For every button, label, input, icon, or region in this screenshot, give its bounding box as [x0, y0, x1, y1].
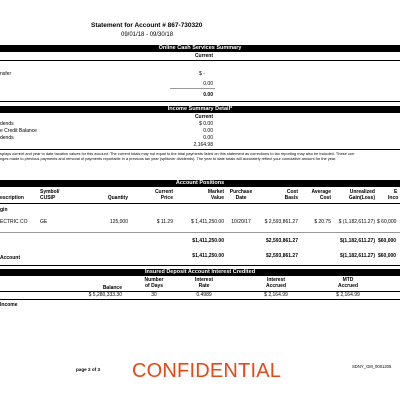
- col-avg-cost: Cost: [319, 195, 331, 201]
- col-mtd: MTD: [342, 277, 354, 283]
- account-total-unrealized: $(1,182,611.27): [339, 253, 375, 259]
- income-footer-label: Income: [0, 302, 18, 308]
- subtotal-cost-basis: $2,593,861.27: [266, 238, 298, 244]
- col-value: Value: [210, 195, 224, 201]
- positions-bottom-rule: [0, 265, 400, 266]
- position-symbol: GE: [40, 219, 48, 225]
- positions-section-label: gin: [0, 207, 8, 213]
- position-unrealized: $ (1,182,611.27): [338, 219, 375, 225]
- col-accrued: Accrued: [265, 283, 286, 289]
- position-income: $ 60,000: [377, 219, 397, 225]
- income-col-current: Current: [194, 114, 213, 120]
- positions-row-rule: [0, 232, 400, 233]
- col-cusip: CUSIP: [40, 195, 56, 201]
- income-row-value: 0.00: [203, 135, 213, 141]
- insured-days: 30: [151, 292, 157, 298]
- col-income: Inco: [388, 195, 399, 201]
- income-summary-bar: Income Summary Detail*: [0, 106, 400, 113]
- income-row-label: e Credit Balance: [0, 128, 37, 134]
- cash-col-current: Current: [194, 53, 213, 59]
- col-price: Price: [160, 195, 173, 201]
- positions-header-rule: [0, 203, 400, 204]
- col-unrealized: Unrealized: [349, 189, 375, 195]
- col-interest-2: Interest: [266, 277, 286, 283]
- col-market: Market: [207, 189, 224, 195]
- income-row-label: dends: [0, 121, 14, 127]
- col-rate: Rate: [198, 283, 210, 289]
- col-average: Average: [311, 189, 331, 195]
- col-est: E: [394, 189, 398, 195]
- insured-bottom-rule: [0, 299, 400, 300]
- account-total-market-value: $1,411,250.00: [192, 253, 224, 259]
- income-row-label: dends: [0, 135, 14, 141]
- col-accrued-2: Accrued: [337, 283, 358, 289]
- position-market-value: $ 1,411,250.00: [191, 219, 224, 225]
- cash-row-value: $ -: [199, 71, 205, 77]
- cash-total: 0.00: [203, 92, 213, 98]
- cash-header-rule: [0, 60, 400, 61]
- page-number: page 2 of 3: [76, 367, 100, 372]
- confidential-stamp: CONFIDENTIAL: [132, 360, 282, 382]
- insured-deposit-bar: Insured Deposit Account Interest Credited: [0, 269, 400, 276]
- income-total: 2,164.98: [193, 142, 213, 148]
- cash-total-rule: [170, 88, 215, 89]
- position-quantity: 125,000: [109, 219, 128, 225]
- insured-mtd-accrued: $ 2,164.99: [336, 292, 360, 298]
- income-note-line1: splays current and year to date taxation values for this account. The current totals may not equal to the total payments listed on this statement as corrections to tax reporting may also be included. These corr: [0, 152, 355, 156]
- col-number: Number: [144, 277, 164, 283]
- col-gain-loss: Gain(Loss): [348, 195, 375, 201]
- insured-balance: $ 5,280,333.30: [88, 292, 122, 298]
- subtotal-market-value: $1,411,250.00: [192, 238, 224, 244]
- account-positions-bar: Account Positions: [0, 180, 400, 187]
- col-basis: Basis: [284, 195, 298, 201]
- statement-title: Statement for Account # 867-730320: [91, 22, 203, 29]
- insured-interest-accrued: $ 2,164.99: [264, 292, 288, 298]
- col-cost: Cost: [286, 189, 298, 195]
- col-balance: Balance: [102, 285, 122, 291]
- statement-period: 09/01/18 - 09/30/18: [121, 32, 174, 38]
- col-symbol: Symbol/: [40, 189, 60, 195]
- cash-row-value: 0.00: [203, 81, 213, 87]
- col-of-days: of Days: [144, 283, 164, 289]
- income-bottom-rule: [0, 149, 400, 150]
- insured-rate: 0.4989: [196, 292, 212, 298]
- cash-row-label: nsfer: [0, 71, 12, 77]
- income-row-value: $ 0.00: [199, 121, 213, 127]
- col-interest: Interest: [194, 277, 214, 283]
- position-description: ECTRIC CO: [0, 219, 28, 225]
- account-total-income: $60,000: [378, 253, 397, 259]
- subtotal-unrealized: $(1,182,611.27): [339, 238, 375, 244]
- account-total-label: Account: [0, 255, 20, 261]
- cash-bottom-rule: [0, 101, 400, 102]
- position-average-cost: $ 20.75: [314, 219, 331, 225]
- col-current: Current: [154, 189, 173, 195]
- position-purchase-date: 10/20/17: [231, 219, 251, 225]
- col-purchase: Purchase: [229, 189, 253, 195]
- income-row-value: 0.00: [203, 128, 213, 134]
- col-description: escription: [0, 195, 24, 201]
- position-cost-basis: $ 2,593,861.27: [264, 219, 298, 225]
- position-price: $ 11.29: [156, 219, 173, 225]
- cash-services-bar: Online Cash Services Summary: [0, 45, 400, 52]
- col-date: Date: [235, 195, 247, 201]
- document-id: SDNY_GM_0001205: [352, 364, 392, 369]
- col-quantity: Quantity: [107, 195, 128, 201]
- subtotal-income: $60,000: [378, 238, 397, 244]
- income-note-line2: nges made to previous payments and removal of payments reportable in a previous tax year (splitover dividends). The year to date totals will accurately reflect your cumulative amount for the year.: [0, 157, 337, 161]
- account-total-cost-basis: $2,593,861.27: [266, 253, 298, 259]
